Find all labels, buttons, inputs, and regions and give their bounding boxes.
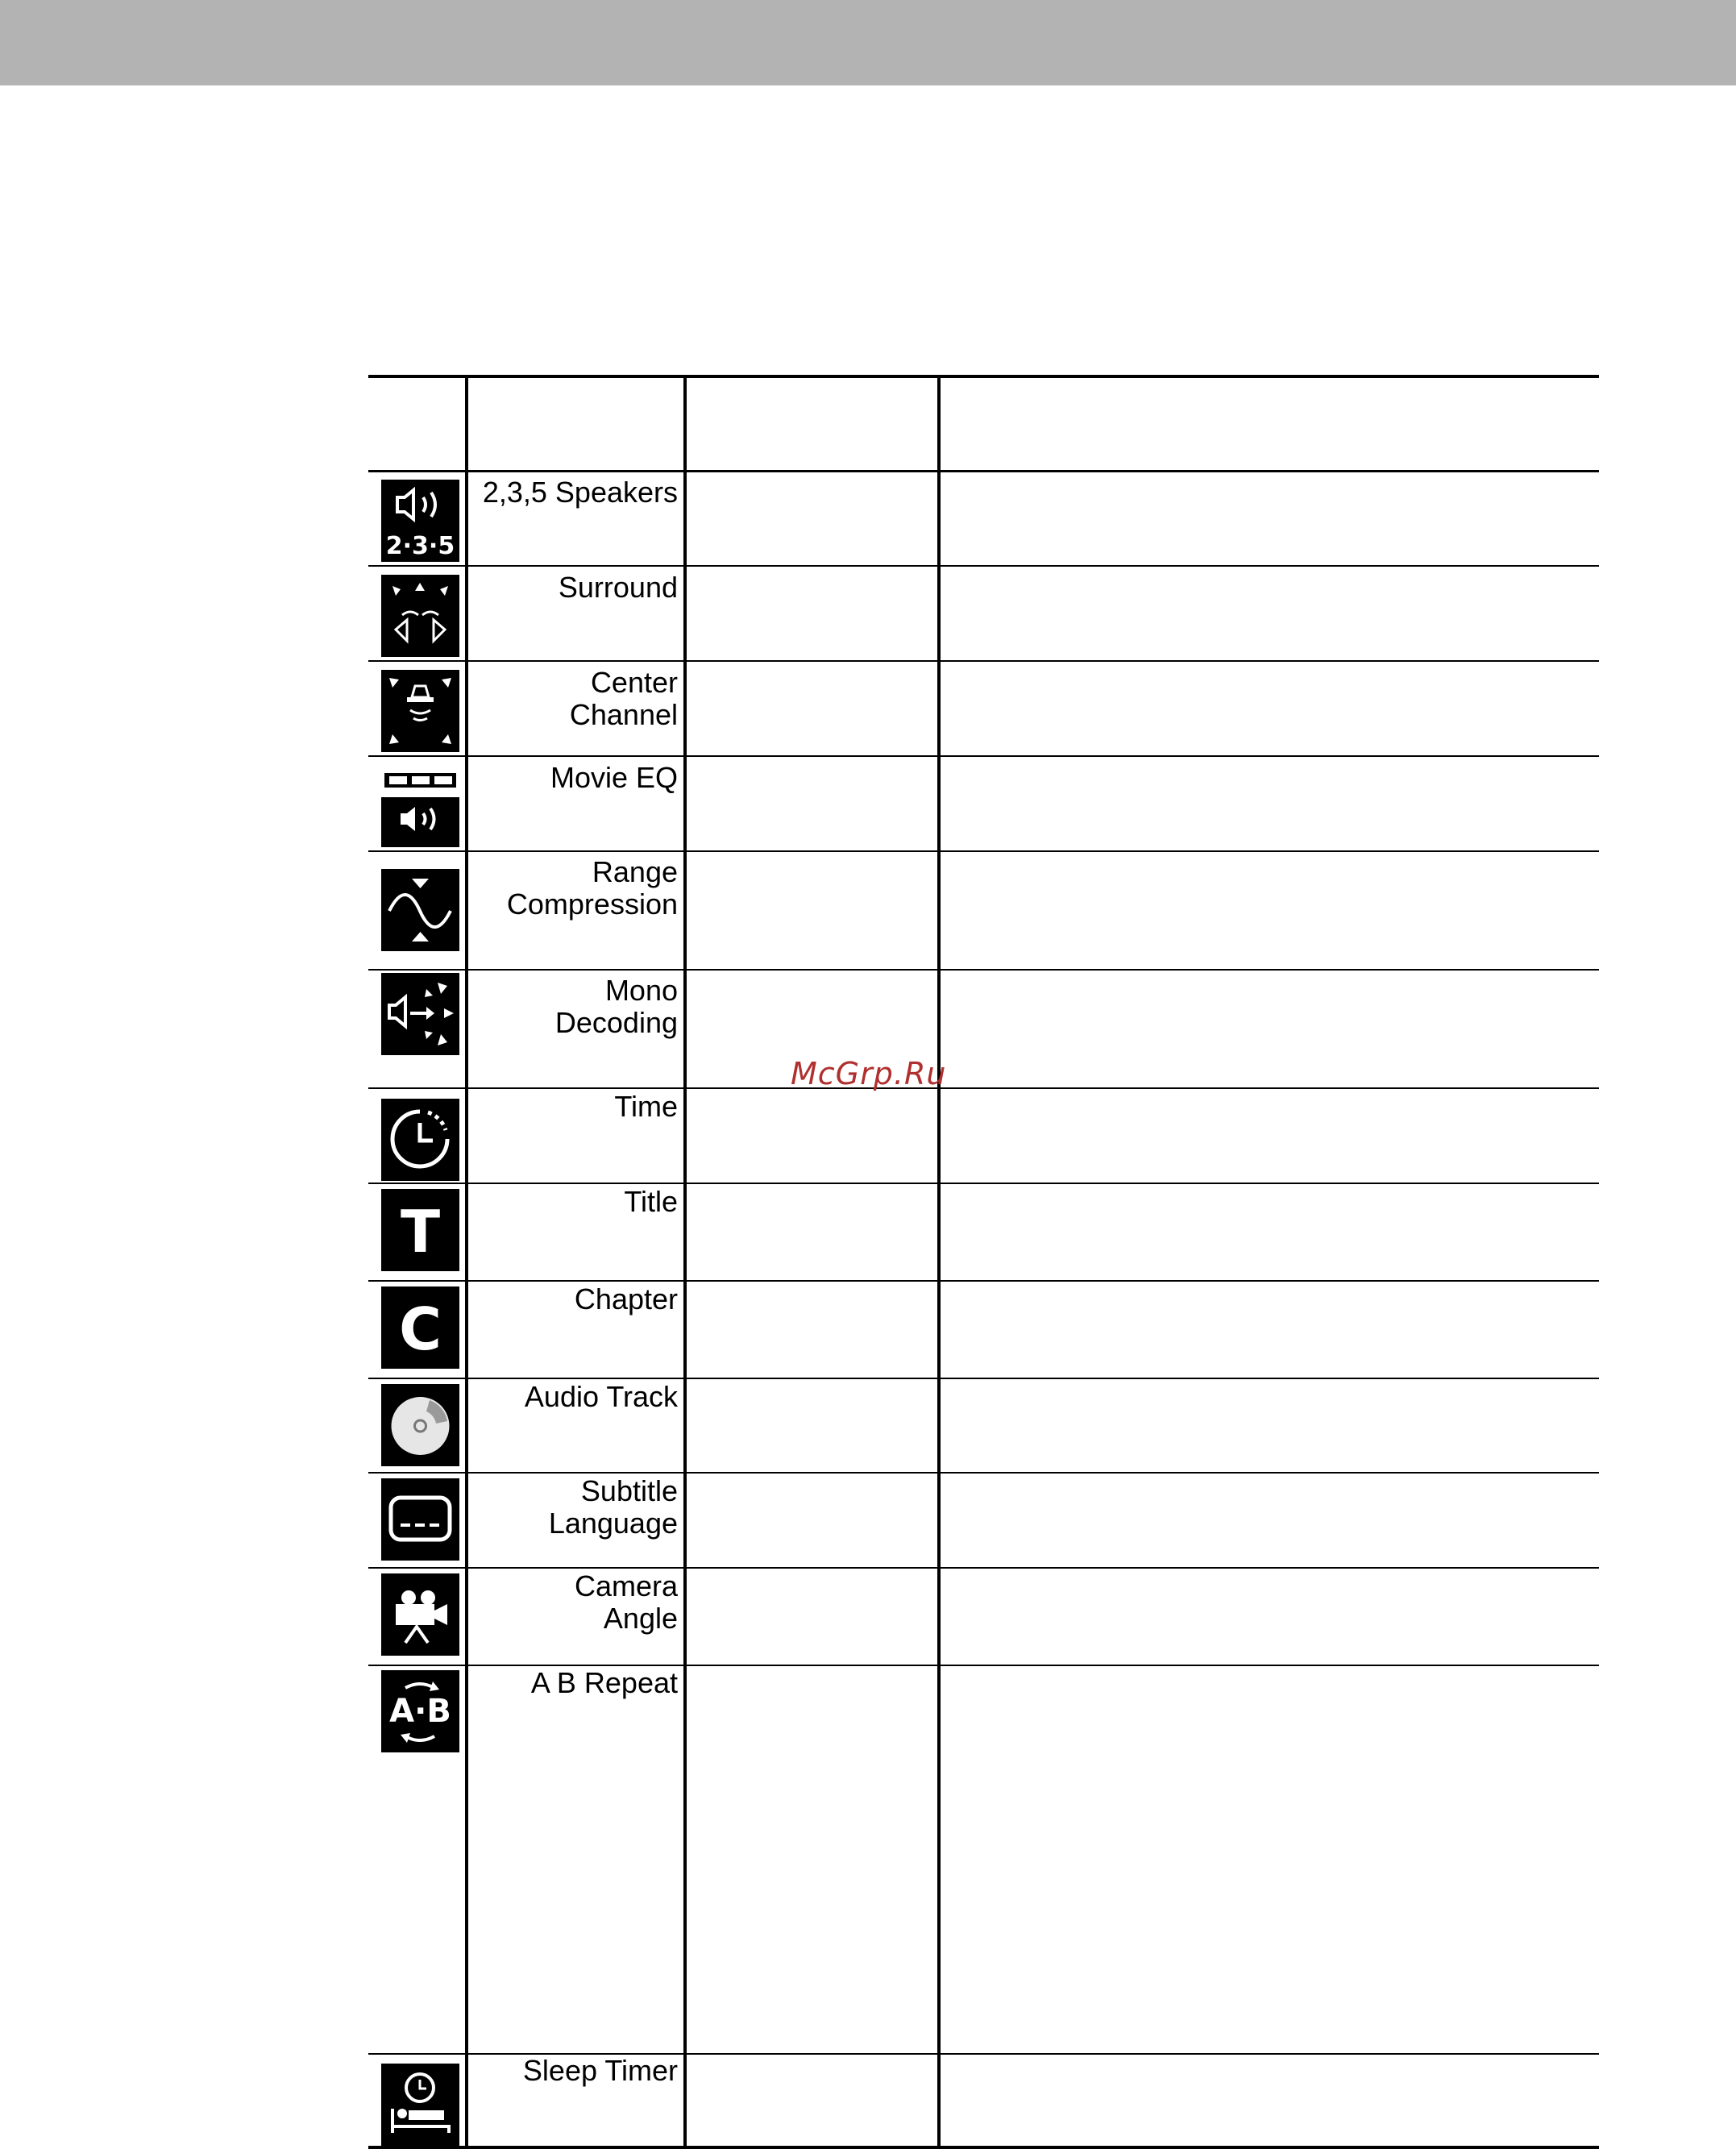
center-channel-icon — [381, 670, 459, 752]
row-label: Mono Decoding — [554, 974, 678, 1039]
column-rule — [683, 375, 687, 2149]
sleep-timer-icon — [381, 2064, 459, 2146]
row-label: Camera Angle — [574, 1569, 678, 1635]
title-icon — [381, 1189, 459, 1271]
row-label: Center Channel — [569, 666, 678, 731]
row-rule — [368, 1087, 1599, 1089]
chapter-glyph: C — [399, 1295, 442, 1363]
row-rule — [368, 660, 1599, 662]
subtitle-language-icon — [381, 1478, 459, 1561]
row-rule — [368, 565, 1599, 567]
row-rule — [368, 1567, 1599, 1569]
movie-eq-icon — [381, 765, 459, 847]
row-rule — [368, 850, 1599, 852]
audio-track-icon — [381, 1384, 459, 1466]
row-label: Audio Track — [524, 1380, 678, 1413]
row-label: Surround — [558, 571, 678, 604]
row-label: Time — [614, 1090, 678, 1123]
row-rule — [368, 755, 1599, 757]
feature-table — [368, 375, 1599, 2149]
row-label: Range Compression — [506, 855, 678, 921]
watermark: McGrp.Ru — [791, 1056, 947, 1091]
table-bottom-rule — [368, 2146, 1599, 2149]
title-glyph: T — [400, 1198, 441, 1266]
row-label: Title — [624, 1185, 678, 1218]
table-top-rule — [368, 375, 1599, 378]
speakers-235-icon — [381, 480, 459, 562]
row-label: Sleep Timer — [522, 2054, 678, 2087]
row-label: Movie EQ — [550, 761, 678, 794]
row-rule — [368, 1183, 1599, 1184]
row-rule — [368, 969, 1599, 971]
row-label: A B Repeat — [530, 1666, 678, 1699]
chapter-icon — [381, 1286, 459, 1369]
row-label: 2,3,5 Speakers — [482, 476, 678, 509]
svg-text:2·3·5: 2·3·5 — [385, 532, 455, 560]
row-label: Subtitle Language — [548, 1474, 678, 1540]
time-icon — [381, 1099, 459, 1181]
row-rule — [368, 1472, 1599, 1474]
column-rule — [465, 375, 468, 2149]
surround-icon — [381, 575, 459, 657]
camera-angle-icon — [381, 1573, 459, 1656]
row-label: Chapter — [574, 1282, 678, 1316]
row-rule — [368, 1280, 1599, 1282]
ab-repeat-icon — [381, 1670, 459, 1752]
header-rule — [368, 470, 1599, 472]
mono-decoding-icon — [381, 973, 459, 1055]
column-rule — [937, 375, 941, 2149]
range-compression-icon — [381, 869, 459, 951]
row-rule — [368, 1378, 1599, 1379]
ab-glyph: A·B — [389, 1693, 451, 1730]
top-band — [0, 0, 1736, 85]
